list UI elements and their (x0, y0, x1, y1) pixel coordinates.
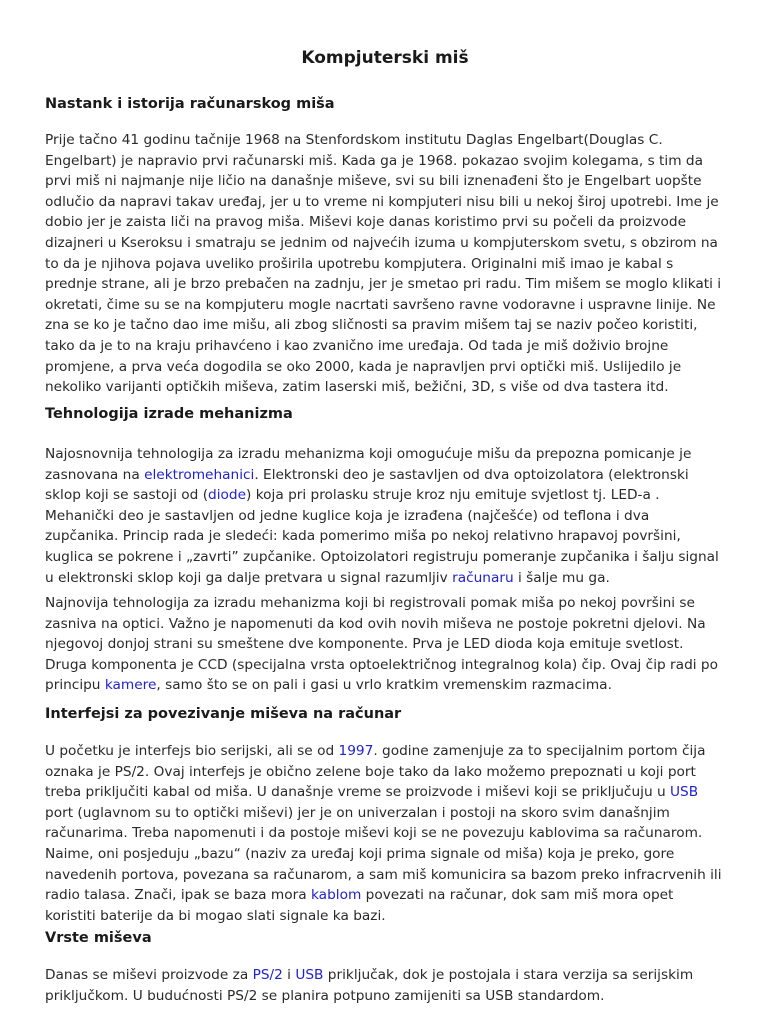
hyperlink[interactable]: elektromehanici (144, 466, 255, 483)
paragraph-types (45, 965, 725, 1006)
section-heading-interfaces: Interfejsi za povezivanje miševa na računar (45, 706, 402, 722)
document-title: Kompjuterski miš (301, 48, 469, 68)
paragraph-text: Najosnovnija tehnologija za izradu mehanizma koji omogućuje mišu da prepozna pomicanje je zasnovana na (45, 446, 692, 483)
hyperlink[interactable]: PS/2 (252, 967, 283, 983)
hyperlink[interactable]: kablom (311, 887, 362, 904)
paragraph-text: Prije tačno 41 godinu tačnije 1968 na Stenfordskom institutu Daglas Engelbart(Douglas C. Engelbart) je napravio prvi računarski miš. Kada ga je 1968. pokazao svojim kolegama, s tim da prvi miš ni najmanje nije ličio na današnje miševe, svi su bili iznenađeni što je Engelbart uopšte odlučio da napravi takav uređaj, jer u to vreme ni kompjuteri nisu bili u nekoj široj upotrebi. Ime je dobio jer je zaista liči na pravog miša. Miševi koje danas koristimo prvi su počeli da proizvode dizajneri u Kseroksu i smatraju se jednim od najvećih izuma u kompjuterskom svetu, s obzirom na to da je njihova pojava uveliko proširila upotrebu kompjutera. Originalni miš imao je kabal s prednje strane, ali je brzo prebačen na zadnju, jer je smetao pri radu. Tim mišem se moglo klikati i okretati, čime su se na kompjuteru mogle nacrtati savršeno ravne vodoravne i uspravne linije. Ne zna se ko je tačno dao ime mišu, ali zbog sličnosti sa pravim mišem taj se naziv počeo koristiti, tako da je to na kraju prihavćeno i kao zvanično ime uređaja. Od tada je miš doživio brojne promjene, a prva veća dogodila se oko 2000, kada je napravljen prvi optički miš. Uslijedilo je nekoliko varijanti optičkih miševa, zatim laserski miš, bežični, 3D, s više od dva tastera itd. (45, 132, 722, 396)
paragraph-text: priključak, dok je postojala i stara verzija sa serijskim priključkom. U budućnosti PS/2 se planira potpuno zamijeniti sa USB standardom. (45, 967, 694, 1004)
hyperlink[interactable]: USB (295, 967, 324, 983)
section-heading-technology: Tehnologija izrade mehanizma (45, 406, 293, 422)
hyperlink[interactable]: 1997 (338, 743, 374, 759)
paragraph-text: Najnovija tehnologija za izradu mehanizma koji bi registrovali pomak miša po nekoj površini se zasniva na optici. Važno je napomenuti da kod ovih novih miševa ne postoje pokretni djelovi. Na njegovoj donjoj strani su smeštene dve komponente. Prva je LED dioda koja emituje svetlost. Druga komponenta je CCD (specijalna vrsta optoelektričnog integralnog kola) čip. Ovaj čip radi po principu (45, 595, 718, 694)
paragraph-text: povezati na računar, dok sam miš mora opet koristiti baterije da bi mogao slati signale ka bazi. (45, 887, 674, 924)
hyperlink[interactable]: računaru (452, 569, 514, 586)
paragraph-text: ) koja pri prolasku struje kroz nju emituje svjetlost tj. LED-a . Mehanički deo je sastavljen od jedne kuglice koja je izrađena (najčešće) od teflona i dva zupčanika. Princip rada je sledeći: kada pomerimo miša po nekoj relativno hrapavoj površini, kuglica se pokrene i „zavrti” zupčanike. Optoizolatori registruju pomeranje zupčanika i šalju signal u elektronski sklop koji ga dalje pretvara u signal razumljiv (45, 487, 719, 586)
paragraph-text: U početku je interfejs bio serijski, ali se od (45, 743, 339, 759)
hyperlink[interactable]: diode (208, 487, 247, 504)
paragraph-text: port (uglavnom su to optički miševi) jer je on univerzalan i postoji na skoro svim današnjim računarima. Treba napomenuti i da postoje miševi koji se ne povezuju kablovima sa računarom. Naime, oni posjeduju „bazu“ (naziv za uređaj koji prima signale od miša) koja je preko, gore navedenih portova, povezana sa računarom, a sam miš komunicira sa bazom preko infracrvenih ili radio talasa. Znači, ipak se baza mora (45, 804, 722, 904)
paragraph-text: Danas se miševi proizvode za (45, 967, 253, 983)
hyperlink[interactable]: USB (670, 784, 699, 801)
section-heading-history: Nastank i istorija računarskog miša (45, 96, 335, 112)
section-heading-types: Vrste miševa (45, 930, 152, 946)
paragraph-technology-optical (45, 593, 725, 696)
paragraph-text: i šalje mu ga. (513, 569, 610, 586)
paragraph-history (45, 130, 725, 398)
hyperlink[interactable]: kamere (104, 677, 157, 694)
paragraph-text: . godine zamenjuje za to specijalnim portom čija oznaka je PS/2. Ovaj interfejs je obično zelene boje tako da lako možemo prepoznati u koji port treba priključiti kabal od miša. U današnje vreme se proizvode i miševi koji se priključuju u (45, 743, 706, 801)
paragraph-technology-mechanical (45, 444, 725, 588)
paragraph-text: . Elektronski deo je sastavljen od dva optoizolatora (elektronski sklop koji se sastoji od ( (45, 466, 689, 504)
paragraph-text: i (282, 967, 296, 983)
paragraph-text: , samo što se on pali i gasi u vrlo kratkim vremenskim razmacima. (156, 677, 612, 694)
paragraph-interfaces (45, 741, 725, 926)
